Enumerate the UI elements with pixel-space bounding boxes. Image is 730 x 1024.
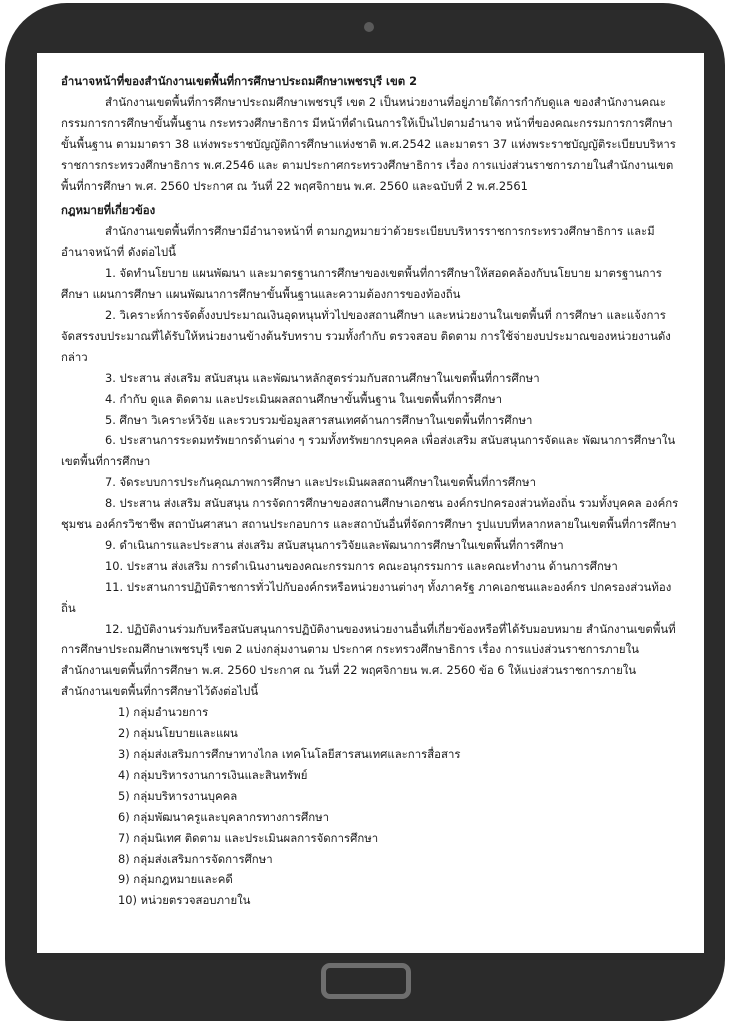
work-group-item: 6) กลุ่มพัฒนาครูและบุคลากรทางการศึกษา <box>118 809 330 824</box>
duty-item: 8. ประสาน ส่งเสริม สนับสนุน การจัดการศึกษาของสถานศึกษาเอกชน องค์กรปกครองส่วนท้องถิ่น รวมทั้งบุคคล องค์กรชุมชน องค์กรวิชาชีพ สถาบันศาสนา สถานประกอบการ และสถาบันอื่นที่จัดการศึกษา รูปแบบที่หลากหลายในเขตพื้นที่การศึกษา <box>61 496 679 532</box>
camera-icon <box>364 22 374 32</box>
duty-item: 9. ดำเนินการและประสาน ส่งเสริม สนับสนุนการวิจัยและพัฒนาการศึกษาในเขตพื้นที่การศึกษา <box>105 537 564 552</box>
duty-item: 5. ศึกษา วิเคราะห์วิจัย และรวบรวมข้อมูลสารสนเทศด้านการศึกษาในเขตพื้นที่การศึกษา <box>105 412 533 427</box>
work-group-item: 2) กลุ่มนโยบายและแผน <box>118 726 238 741</box>
duty-item: 6. ประสานการระดมทรัพยากรด้านต่าง ๆ รวมทั้งทรัพยากรบุคคล เพื่อส่งเสริม สนับสนุนการจัดและ พัฒนาการศึกษาในเขตพื้นที่การศึกษา <box>61 433 676 469</box>
document-heading-authority: อำนาจหน้าที่ของสำนักงานเขตพื้นที่การศึกษาประถมศึกษาเพชรบุรี เขต 2 <box>61 74 418 88</box>
duty-item: 4. กำกับ ดูแล ติดตาม และประเมินผลสถานศึกษาขั้นพื้นฐาน ในเขตพื้นที่การศึกษา <box>105 391 503 406</box>
intro-paragraph: สำนักงานเขตพื้นที่การศึกษาประถมศึกษาเพชรบุรี เขต 2 เป็นหน่วยงานที่อยู่ภายใต้การกำกับดูแล ของสำนักงานคณะกรรมการการศึกษาขั้นพื้นฐาน กระทรวงศึกษาธิการ มีหน้าที่ดำเนินการให้เป็นไปตามอำนาจ หน้าที่ของคณะกรรมการการศึกษาขั้นพื้นฐาน ตามมาตรา 38 แห่งพระราชบัญญัติการศึกษาแห่งชาติ พ.ศ.2542 และมาตรา 37 แห่งพระราชบัญญัติระเบียบบริหารราชการกระทรวงศึกษาธิการ พ.ศ.2546 และ ตามประกาศกระทรวงศึกษาธิการ เรื่อง การแบ่งส่วนราชการภายในสำนักงานเขตพื้นที่การศึกษา พ.ศ. 2560 ประกาศ ณ วันที่ 22 พฤศจิกายน พ.ศ. 2560 และฉบับที่ 2 พ.ศ.2561 <box>61 94 676 193</box>
work-group-item: 10) หน่วยตรวจสอบภายใน <box>118 893 251 908</box>
work-group-item: 9) กลุ่มกฎหมายและคดี <box>118 872 233 887</box>
tablet-frame <box>5 3 725 1021</box>
document-screen <box>37 53 704 953</box>
document-heading-laws: กฎหมายที่เกี่ยวข้อง <box>61 203 156 218</box>
duty-item: 12. ปฏิบัติงานร่วมกับหรือสนับสนุนการปฏิบัติงานของหน่วยงานอื่นที่เกี่ยวข้องหรือที่ได้รับมอบหมาย สำนักงานเขตพื้นที่การศึกษาประถมศึกษาเพชรบุรี เขต 2 แบ่งกลุ่มงานตาม ประกาศ กระทรวงศึกษาธิการ เรื่อง การแบ่งส่วนราชการภายในสำนักงานเขตพื้นที่การศึกษา พ.ศ. 2560 ประกาศ ณ วันที่ 22 พฤศจิกายน พ.ศ. 2560 ข้อ 6 ให้แบ่งส่วนราชการภายในสำนักงานเขตพื้นที่การศึกษาไว้ดังต่อไปนี้ <box>61 621 676 699</box>
duty-item: 3. ประสาน ส่งเสริม สนับสนุน และพัฒนาหลักสูตรร่วมกับสถานศึกษาในเขตพื้นที่การศึกษา <box>105 370 540 385</box>
work-group-item: 8) กลุ่มส่งเสริมการจัดการศึกษา <box>118 851 273 866</box>
duty-item: 7. จัดระบบการประกันคุณภาพการศึกษา และประเมินผลสถานศึกษาในเขตพื้นที่การศึกษา <box>105 475 536 490</box>
work-group-item: 4) กลุ่มบริหารงานการเงินและสินทรัพย์ <box>118 767 308 782</box>
duty-item: 2. วิเคราะห์การจัดตั้งงบประมาณเงินอุดหนุนทั่วไปของสถานศึกษา และหน่วยงานในเขตพื้นที่ การศึกษา และแจ้งการจัดสรรงบประมาณที่ได้รับให้หน่วยงานข้างต้นรับทราบ รวมทั้งกำกับ ตรวจสอบ ติดตาม การใช้จ่ายงบประมาณของหน่วยงานดังกล่าว <box>61 307 671 364</box>
work-group-item: 7) กลุ่มนิเทศ ติดตาม และประเมินผลการจัดการศึกษา <box>118 830 379 845</box>
duty-item: 10. ประสาน ส่งเสริม การดำเนินงานของคณะกรรมการ คณะอนุกรรมการ และคณะทำงาน ด้านการศึกษา <box>105 558 618 573</box>
work-group-list <box>61 702 680 911</box>
work-group-item: 3) กลุ่มส่งเสริมการศึกษาทางไกล เทคโนโลยีสารสนเทศและการสื่อสาร <box>118 747 461 761</box>
duty-item: 11. ประสานการปฏิบัติราชการทั่วไปกับองค์กรหรือหน่วยงานต่างๆ ทั้งภาครัฐ ภาคเอกชนและองค์กร ปกครองส่วนท้องถิ่น <box>61 579 672 615</box>
work-group-item: 5) กลุ่มบริหารงานบุคคล <box>118 788 238 803</box>
law-intro-paragraph: สำนักงานเขตพื้นที่การศึกษามีอำนาจหน้าที่ ตามกฎหมายว่าด้วยระเบียบบริหารราชการกระทรวงศึกษาธิการ และมีอำนาจหน้าที่ ดังต่อไปนี้ <box>61 224 655 260</box>
work-group-item: 1) กลุ่มอำนวยการ <box>118 705 209 720</box>
home-button[interactable] <box>321 963 411 999</box>
duty-item: 1. จัดทำนโยบาย แผนพัฒนา และมาตรฐานการศึกษาของเขตพื้นที่การศึกษาให้สอดคล้องกับนโยบาย มาตรฐานการศึกษา แผนการศึกษา แผนพัฒนาการศึกษาขั้นพื้นฐานและความต้องการของท้องถิ่น <box>61 266 662 302</box>
